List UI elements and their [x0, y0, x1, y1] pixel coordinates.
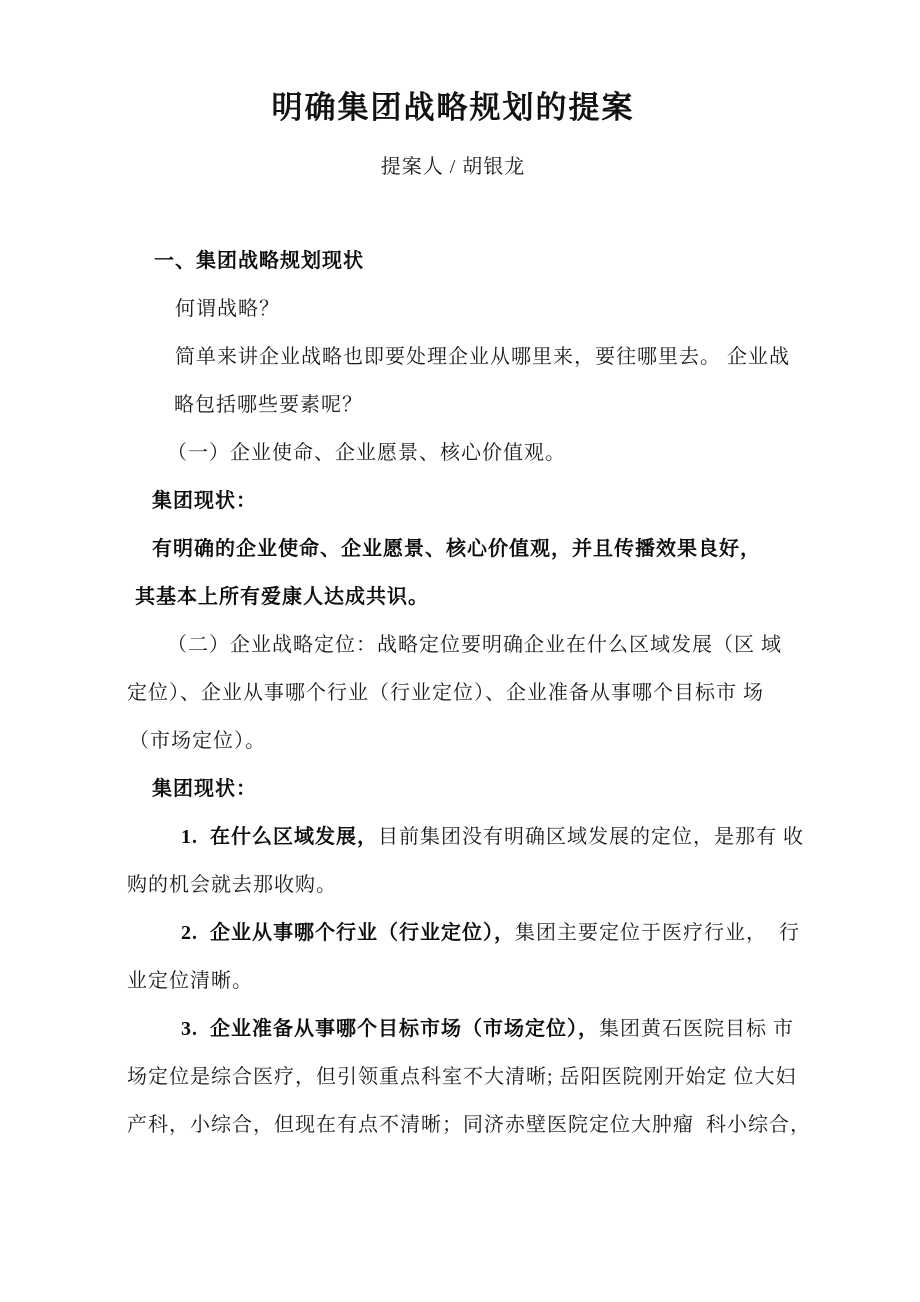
text-segment: 产科，小综合，但现在有点不清晰；同济赤壁医院定位大肿瘤 科小综合，: [127, 1114, 811, 1136]
text-line: [181, 920, 800, 946]
text-line: [135, 584, 429, 610]
bold-text-segment: 集团现状：: [152, 778, 257, 800]
text-line: [152, 536, 761, 562]
text-line: [181, 824, 804, 850]
text-segment: 略包括哪些要素呢？: [174, 394, 363, 416]
text-segment: 集团主要定位于医疗行业， 行: [515, 922, 800, 944]
text-segment: （一）企业使命、企业愿景、核心价值观。: [167, 442, 566, 464]
bold-text-segment: 1. 在什么区域发展，: [181, 826, 378, 848]
text-line: [167, 632, 782, 658]
bold-text-segment: 一、集团战略规划现状: [154, 250, 364, 272]
text-line: [181, 1016, 794, 1042]
text-segment: 何谓战略？: [175, 298, 280, 320]
text-segment: 场定位是综合医疗，但引领重点科室不大清晰; 岳阳医院刚开始定 位大妇: [127, 1066, 797, 1088]
page-title: 明确集团战略规划的提案: [271, 90, 635, 125]
text-segment: 简单来讲企业战略也即要处理企业从哪里来，要往哪里去。 企业战: [175, 346, 790, 368]
text-line: [127, 680, 764, 706]
text-line: [154, 248, 364, 274]
text-line: [152, 776, 257, 802]
text-line: [175, 296, 280, 322]
text-line: [127, 872, 337, 898]
text-segment: 目前集团没有明确区域发展的定位，是那有 收: [378, 826, 804, 848]
text-segment: 购的机会就去那收购。: [127, 874, 337, 896]
text-segment: （二）企业战略定位：战略定位要明确企业在什么区域发展（区 域: [167, 634, 782, 656]
bold-text-segment: 集团现状：: [152, 490, 257, 512]
text-line: [127, 1064, 797, 1090]
text-line: [167, 440, 566, 466]
text-segment: 业定位清晰。: [127, 970, 253, 992]
bold-text-segment: 有明确的企业使命、企业愿景、核心价值观，并且传播效果良好，: [152, 538, 761, 560]
text-segment: （市场定位）。: [129, 730, 266, 752]
text-line: [174, 392, 363, 418]
text-line: [129, 728, 266, 754]
text-line: [127, 968, 253, 994]
text-line: [127, 1112, 811, 1138]
bold-text-segment: 其基本上所有爱康人达成共识。: [135, 586, 429, 608]
text-segment: 定位）、企业从事哪个行业（行业定位）、企业准备从事哪个目标市 场: [127, 682, 764, 704]
text-segment: 集团黄石医院目标 市: [599, 1018, 794, 1040]
text-line: [175, 344, 790, 370]
text-line: [152, 488, 257, 514]
bold-text-segment: 2. 企业从事哪个行业（行业定位），: [181, 922, 515, 944]
byline: 提案人 / 胡银龙: [380, 156, 526, 178]
bold-text-segment: 3. 企业准备从事哪个目标市场（市场定位），: [181, 1018, 599, 1040]
